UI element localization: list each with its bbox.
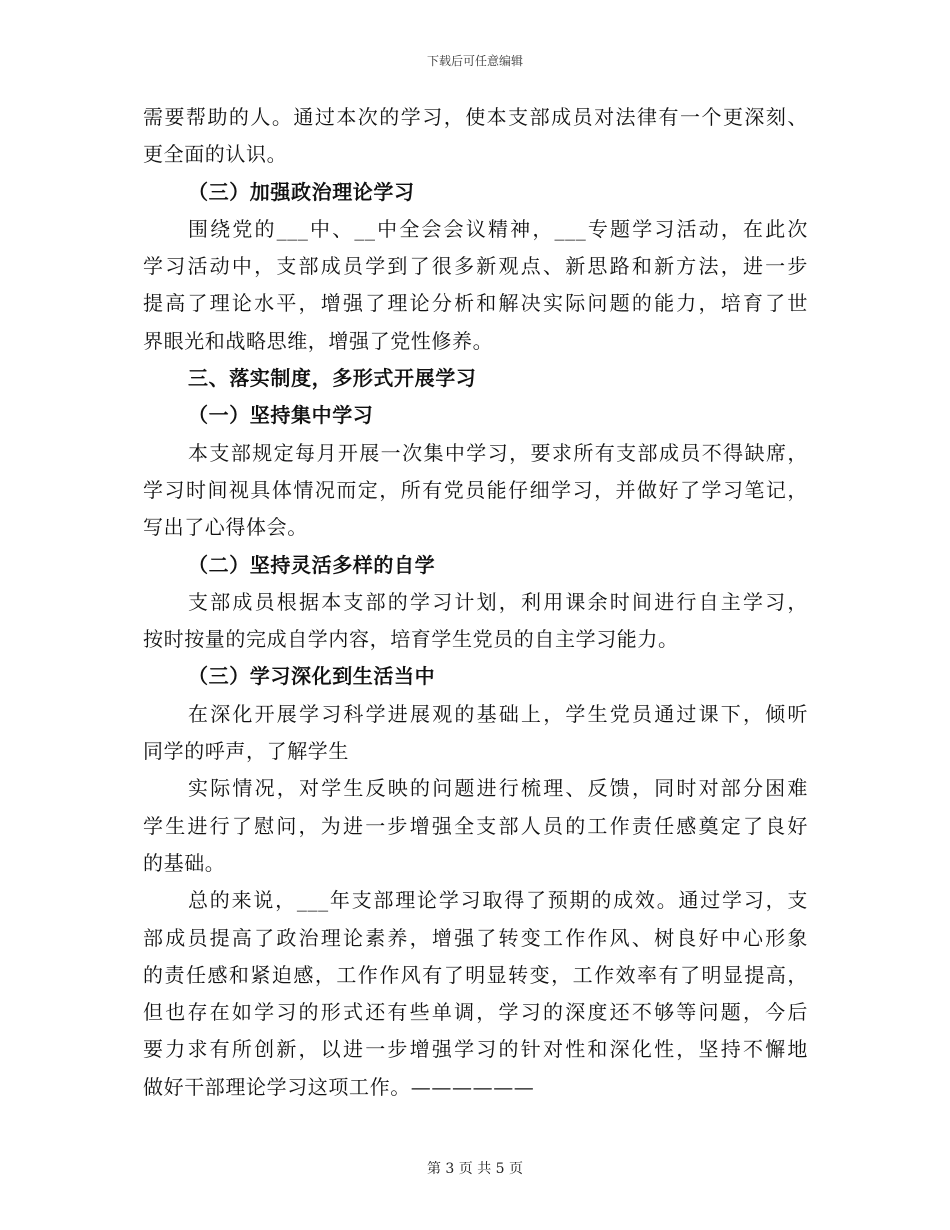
section-heading: 三、落实制度，多形式开展学习 [188,366,477,391]
paragraph-line: 学习活动中，支部成员学到了很多新观点、新思路和新方法，进一步 [143,254,808,279]
paragraph-line: 学生进行了慰问，为进一步增强全支部人员的工作责任感奠定了良好 [143,813,808,838]
paragraph-line: 的责任感和紧迫感，工作作风有了明显转变，工作效率有了明显提高， [143,962,808,987]
paragraph-line: 需要帮助的人。通过本次的学习，使本支部成员对法律有一个更深刻、 [143,105,808,129]
paragraph-line: 要力求有所创新，以进一步增强学习的针对性和深化性，坚持不懈地 [143,1037,808,1062]
section-heading: （三）加强政治理论学习 [188,179,415,204]
paragraph-line: 同学的呼声，了解学生 [143,739,349,764]
paragraph-line: 界眼光和战略思维，增强了党性修养。 [143,328,494,353]
paragraph-line: 部成员提高了政治理论素养，增强了转变工作作风、树良好中心形象 [143,925,808,950]
paragraph-line: 总的来说，___年支部理论学习取得了预期的成效。通过学习，支 [188,888,808,913]
document-body [143,99,808,1106]
section-heading: （一）坚持集中学习 [188,403,374,428]
paragraph-line: 本支部规定每月开展一次集中学习，要求所有支部成员不得缺席， [188,440,808,465]
header-note: 下载后可任意编辑 [426,54,523,68]
paragraph-line: 在深化开展学习科学进展观的基础上，学生党员通过课下，倾听 [188,701,808,726]
paragraph-line: 提高了理论水平，增强了理论分析和解决实际问题的能力，培育了世 [143,291,808,316]
paragraph-line: 实际情况，对学生反映的问题进行梳理、反馈，同时对部分困难 [188,776,808,801]
paragraph-line: 的基础。 [143,850,226,875]
paragraph-line: 更全面的认识。 [143,142,288,167]
section-heading: （二）坚持灵活多样的自学 [188,552,436,577]
paragraph-line: 但也存在如学习的形式还有些单调，学习的深度还不够等问题，今后 [143,1000,808,1025]
page-number: 第 3 页 共 5 页 [426,1161,524,1177]
paragraph-line: 围绕党的___中、__中全会会议精神，___专题学习活动，在此次 [188,216,808,241]
paragraph-line: 学习时间视具体情况而定，所有党员能仔细学习，并做好了学习笔记， [143,477,808,502]
paragraph-line: 做好干部理论学习这项工作。—————— [143,1074,535,1099]
paragraph-line: 写出了心得体会。 [143,515,308,540]
paragraph-line: 支部成员根据本支部的学习计划，利用课余时间进行自主学习， [188,589,808,614]
paragraph-line: 按时按量的完成自学内容，培育学生党员的自主学习能力。 [143,627,679,652]
section-heading: （三）学习深化到生活当中 [188,664,436,689]
